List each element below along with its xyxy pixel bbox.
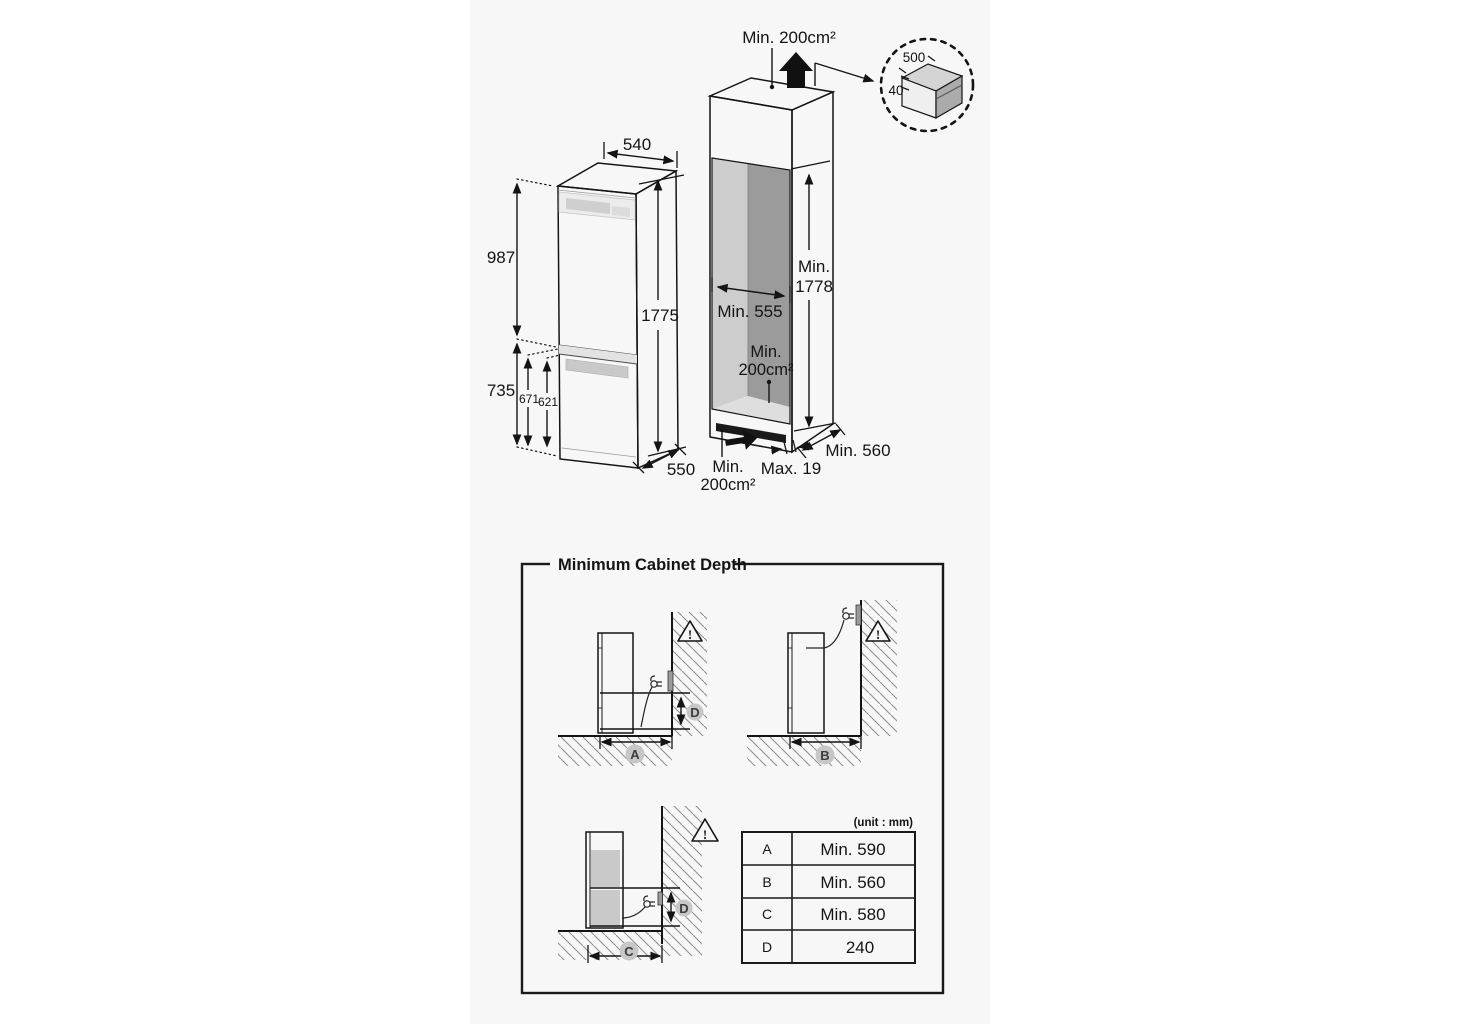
diagram-b	[747, 600, 897, 766]
vent-detail-width-label: 500	[902, 50, 926, 65]
table-value-b: Min. 560	[820, 873, 886, 892]
svg-text:!: !	[702, 827, 708, 842]
vent-detail-callout	[881, 39, 973, 131]
table-key-c: C	[761, 906, 773, 922]
cabinet-inner-vent-label-line2: 200cm²	[738, 361, 794, 379]
cabinet-inner-height-label-line2: 1778	[795, 277, 833, 296]
svg-text:!: !	[875, 627, 881, 642]
cabinet-base-max-label: Max. 19	[760, 459, 822, 478]
fridge-width-label: 540	[622, 135, 652, 154]
power-plug-icon	[806, 608, 854, 648]
marker-d2-label: D	[679, 901, 689, 916]
fridge-total-height-label: 1775	[641, 306, 679, 325]
power-outlet	[658, 892, 663, 905]
cabinet-depth-panel	[522, 555, 943, 993]
cabinet-depth-label: Min. 560	[825, 441, 891, 460]
table-value-d: 240	[845, 938, 875, 957]
fridge-upper-height-label: 987	[486, 248, 516, 267]
svg-text:!: !	[687, 627, 693, 642]
fridge-dimensions	[487, 135, 695, 479]
diagram-a	[558, 612, 707, 766]
power-plug-icon	[641, 676, 662, 727]
fridge-inner-height-right-label: 621	[537, 395, 559, 409]
power-plug-icon	[622, 896, 655, 918]
table-key-b: B	[762, 874, 772, 890]
table-key-a: A	[762, 841, 772, 857]
cabinet-bottom-vent-label-line1: Min.	[712, 458, 744, 476]
table-key-d: D	[761, 939, 773, 955]
power-outlet	[668, 671, 673, 691]
fridge-depth-label: 550	[666, 460, 696, 479]
cabinet-inner-width-label: Min. 555	[717, 302, 783, 321]
marker-d-label: D	[690, 705, 700, 720]
cabinet-bottom-vent-label-line2: 200cm²	[700, 476, 756, 494]
cabinet-inner-vent-label-line1: Min.	[750, 343, 782, 361]
marker-b-label: B	[820, 748, 830, 763]
table-value-c: Min. 580	[820, 905, 886, 924]
marker-a-label: A	[630, 747, 640, 762]
power-outlet	[856, 605, 861, 625]
fridge-lower-height-label: 735	[486, 381, 516, 400]
unit-note: (unit : mm)	[853, 817, 913, 829]
diagram-c	[558, 806, 718, 963]
table-value-a: Min. 590	[820, 840, 886, 859]
depth-table	[742, 817, 915, 963]
panel-title: Minimum Cabinet Depth	[558, 556, 747, 574]
airflow-arrow-up-icon	[779, 52, 813, 88]
cabinet-top-vent-label: Min. 200cm²	[742, 28, 836, 47]
marker-c-label: C	[624, 944, 634, 959]
cabinet-inner-height-label-line1: Min.	[797, 257, 831, 276]
vent-detail-depth-label: 40	[888, 83, 904, 98]
fridge-inner-height-left-label: 671	[518, 392, 540, 406]
